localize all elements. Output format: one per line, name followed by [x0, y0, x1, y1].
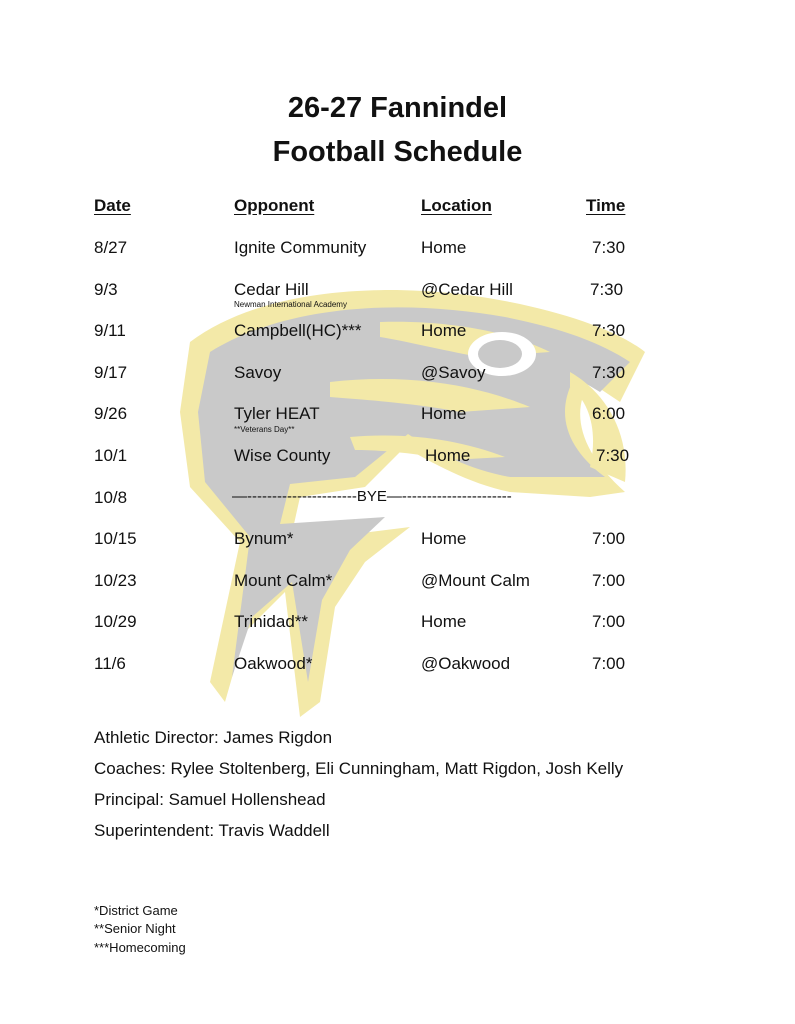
game-opponent: Bynum* [234, 529, 294, 548]
page-title: 26-27 Fannindel [287, 92, 508, 124]
column-header-opponent: Opponent [234, 196, 315, 215]
game-date: 10/1 [94, 446, 128, 465]
game-time: 7:30 [596, 446, 630, 465]
game-location: Home [421, 238, 467, 257]
legend-district-game: *District Game [94, 903, 178, 918]
game-time: 7:00 [592, 571, 626, 590]
game-time: 7:00 [592, 612, 626, 631]
game-note: **Veterans Day** [234, 425, 295, 434]
game-date: 10/29 [94, 612, 137, 631]
game-date: 9/26 [94, 404, 128, 423]
game-date: 11/6 [94, 654, 126, 673]
game-opponent: Ignite Community [234, 238, 367, 257]
staff-coaches: Coaches: Rylee Stoltenberg, Eli Cunningham, Matt Rigdon, Josh Kelly [94, 759, 624, 778]
game-date: 9/3 [94, 280, 118, 299]
staff-principal: Principal: Samuel Hollenshead [94, 790, 326, 809]
game-time: 7:30 [592, 321, 626, 340]
game-location: @Savoy [421, 363, 486, 382]
game-location: Home [421, 612, 467, 631]
game-time: 7:30 [592, 363, 626, 382]
game-date: 9/17 [94, 363, 128, 382]
game-location: @Mount Calm [421, 571, 530, 590]
game-opponent: Mount Calm* [234, 571, 333, 590]
game-note: Newman International Academy [234, 300, 347, 309]
game-opponent: Oakwood* [234, 654, 313, 673]
game-time: 7:30 [592, 238, 626, 257]
game-opponent: Tyler HEAT [234, 404, 320, 423]
game-location: @Oakwood [421, 654, 511, 673]
game-opponent: Wise County [234, 446, 331, 465]
game-opponent: Savoy [234, 363, 282, 382]
game-date: 10/23 [94, 571, 137, 590]
game-location: Home [425, 446, 471, 465]
game-time: 7:30 [590, 280, 624, 299]
staff-superintendent: Superintendent: Travis Waddell [94, 821, 330, 840]
game-time: 7:00 [592, 654, 626, 673]
game-location: Home [421, 321, 467, 340]
column-header-time: Time [586, 196, 626, 215]
game-date: 9/11 [94, 321, 126, 340]
game-location: Home [421, 404, 467, 423]
bye-week: —----------------------BYE—---------------------- [232, 488, 512, 505]
legend-homecoming: ***Homecoming [94, 940, 186, 955]
game-opponent: Trinidad** [234, 612, 309, 631]
page-subtitle: Football Schedule [272, 136, 523, 168]
game-date: 8/27 [94, 238, 128, 257]
legend-senior-night: **Senior Night [94, 921, 176, 936]
staff-athletic-director: Athletic Director: James Rigdon [94, 728, 333, 747]
game-opponent: Campbell(HC)*** [234, 321, 362, 340]
game-time: 6:00 [592, 404, 626, 423]
game-location: @Cedar Hill [421, 280, 513, 299]
game-date: 10/8 [94, 488, 128, 507]
column-header-location: Location [421, 196, 492, 215]
column-header-date: Date [94, 196, 131, 215]
game-time: 7:00 [592, 529, 626, 548]
game-opponent: Cedar Hill [234, 280, 309, 299]
game-location: Home [421, 529, 467, 548]
game-date: 10/15 [94, 529, 137, 548]
